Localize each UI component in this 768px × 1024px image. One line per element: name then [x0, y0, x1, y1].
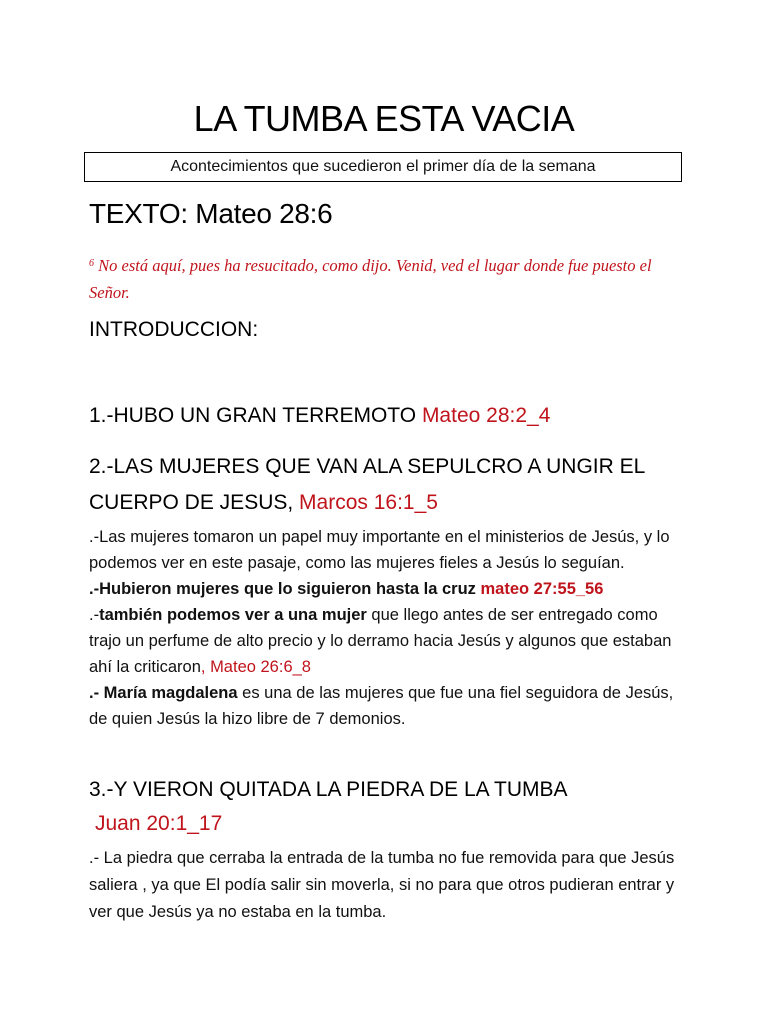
verse-number: 6 [89, 258, 94, 269]
point-2-ref: Marcos 16:1_5 [299, 491, 438, 514]
para1-line2-ref: mateo 27:55_56 [480, 580, 604, 598]
verse-quote [89, 252, 689, 306]
point-3-body [89, 845, 689, 926]
para1-line2 [89, 576, 689, 602]
point-2-label: 2.-LAS MUJERES QUE VAN ALA SEPULCRO A UNGIR EL CUERPO DE JESUS, [89, 455, 645, 514]
para1-line2-bold: .-Hubieron mujeres que lo siguieron hasta la cruz [89, 580, 481, 598]
para1-line3 [89, 602, 689, 680]
point-2-body [89, 524, 689, 732]
point-1-heading [89, 404, 550, 428]
point-3-label: 3.-Y VIERON QUITADA LA PIEDRA DE LA TUMBA [89, 778, 568, 801]
para1-line3-text: que llego antes de ser entregado como trajo un perfume de alto precio y lo derramo hacia Jesús y algunos que estaban ahí la criticaron [89, 606, 672, 676]
para1-line3-comma: , [200, 658, 211, 676]
para1-line1: .-Las mujeres tomaron un papel muy importante en el ministerios de Jesús, y lo podemos ver en este pasaje, como las mujeres fieles a Jesús lo seguían. [89, 528, 670, 572]
para2-text: .- La piedra que cerraba la entrada de la tumba no fue removida para que Jesús saliera , ya que El podía salir sin moverla, si no para que otros pudieran entrar y ver que Jesús ya no estaba en la tumba. [89, 849, 675, 921]
introduccion-heading: INTRODUCCION: [89, 318, 259, 341]
subtitle-text: Acontecimientos que sucedieron el primer día de la semana [170, 158, 596, 175]
point-1-ref: Mateo 28:2_4 [421, 404, 551, 427]
para1-line3-bold: también podemos ver a una mujer [99, 606, 367, 624]
point-1-label: 1.-HUBO UN GRAN TERREMOTO [89, 404, 422, 427]
para1-line4 [89, 680, 689, 732]
point-3-ref: Juan 20:1_17 [95, 812, 223, 835]
texto-heading: TEXTO: Mateo 28:6 [89, 198, 333, 229]
para1-line3-ref: Mateo 26:6_8 [210, 658, 311, 676]
page-title: LA TUMBA ESTA VACIA [193, 98, 575, 139]
subtitle-box [84, 152, 682, 182]
para1-line3-prefix: .- [89, 606, 100, 624]
verse-text: No está aquí, pues ha resucitado, como dijo. Venid, ved el lugar donde fue puesto el Señor. [89, 256, 652, 302]
point-2-heading [89, 449, 689, 521]
para1-line4-text: es una de las mujeres que fue una fiel seguidora de Jesús, de quien Jesús la hizo libre de 7 demonios. [89, 684, 674, 728]
para1-line4-bold: .- María magdalena [89, 684, 238, 702]
